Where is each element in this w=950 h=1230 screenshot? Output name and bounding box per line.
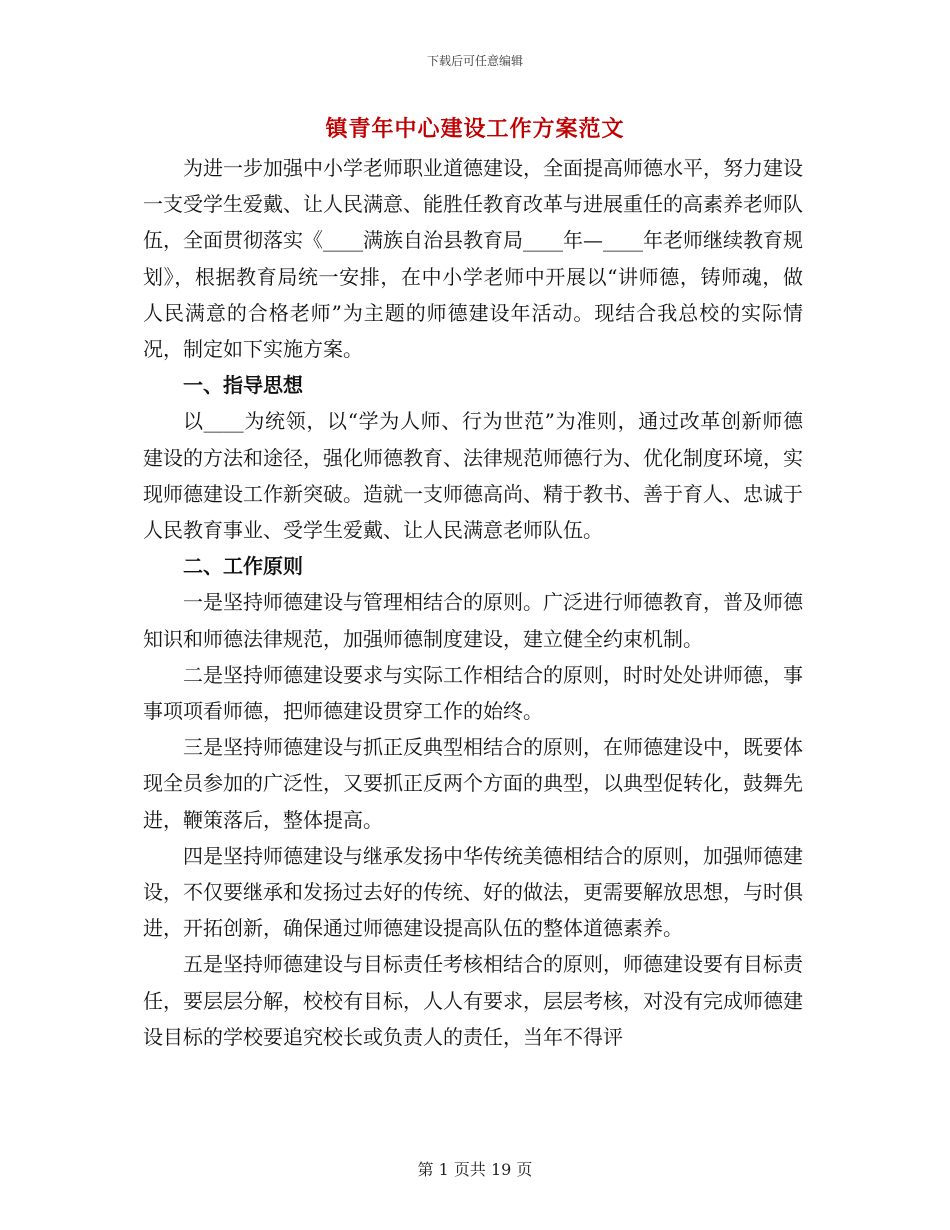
principle-paragraph-1: 一是坚持师德建设与管理相结合的原则。广泛进行师德教育，普及师德知识和师德法律规范，加强师德制度建设，建立健全约束机制。 — [143, 590, 803, 651]
principle-paragraph-3: 三是坚持师德建设与抓正反典型相结合的原则，在师德建设中，既要体现全员参加的广泛性，又要抓正反两个方面的典型，以典型促转化，鼓舞先进，鞭策落后，整体提高。 — [143, 735, 803, 832]
principle-paragraph-4: 四是坚持师德建设与继承发扬中华传统美德相结合的原则，加强师德建设，不仅要继承和发扬过去好的传统、好的做法，更需要解放思想，与时俱进，开拓创新，确保通过师德建设提高队伍的整体道德素养。 — [143, 843, 803, 941]
header-note: 下载后可任意编辑 — [426, 54, 523, 68]
document-title: 镇青年中心建设工作方案范文 — [325, 117, 625, 142]
section-heading-guiding-ideology: 一、指导思想 — [183, 373, 303, 398]
section-heading-work-principles: 二、工作原则 — [183, 554, 303, 579]
principle-paragraph-5: 五是坚持师德建设与目标责任考核相结合的原则，师德建设要有目标责任，要层层分解，校校有目标，人人有要求，层层考核，对没有完成师德建设目标的学校要追究校长或负责人的责任，当年不得评 — [143, 952, 803, 1049]
principle-paragraph-2: 二是坚持师德建设要求与实际工作相结合的原则，时时处处讲师德，事事项项看师德，把师德建设贯穿工作的始终。 — [143, 662, 803, 724]
guiding-ideology-paragraph: 以____为统领，以“学为人师、行为世范”为准则，通过改革创新师德建设的方法和途径，强化师德教育、法律规范师德行为、优化制度环境，实现师德建设工作新突破。造就一支师德高尚、精于教书、善于育人、忠诚于人民教育事业、受学生爱戴、让人民满意老师队伍。 — [143, 409, 803, 543]
intro-paragraph: 为进一步加强中小学老师职业道德建设，全面提高师德水平，努力建设一支受学生爱戴、让人民满意、能胜任教育改革与进展重任的高素养老师队伍，全面贯彻落实《____满族自治县教育局____年—____年老师继续教育规划》，根据教育局统一安排，在中小学老师中开展以“讲师德，铸师魂，做人民满意的合格老师”为主题的师德建设年活动。现结合我总校的实际情况，制定如下实施方案。 — [143, 156, 803, 362]
page-number-footer: 第 1 页共 19 页 — [417, 1160, 533, 1179]
document-body — [143, 150, 803, 1055]
